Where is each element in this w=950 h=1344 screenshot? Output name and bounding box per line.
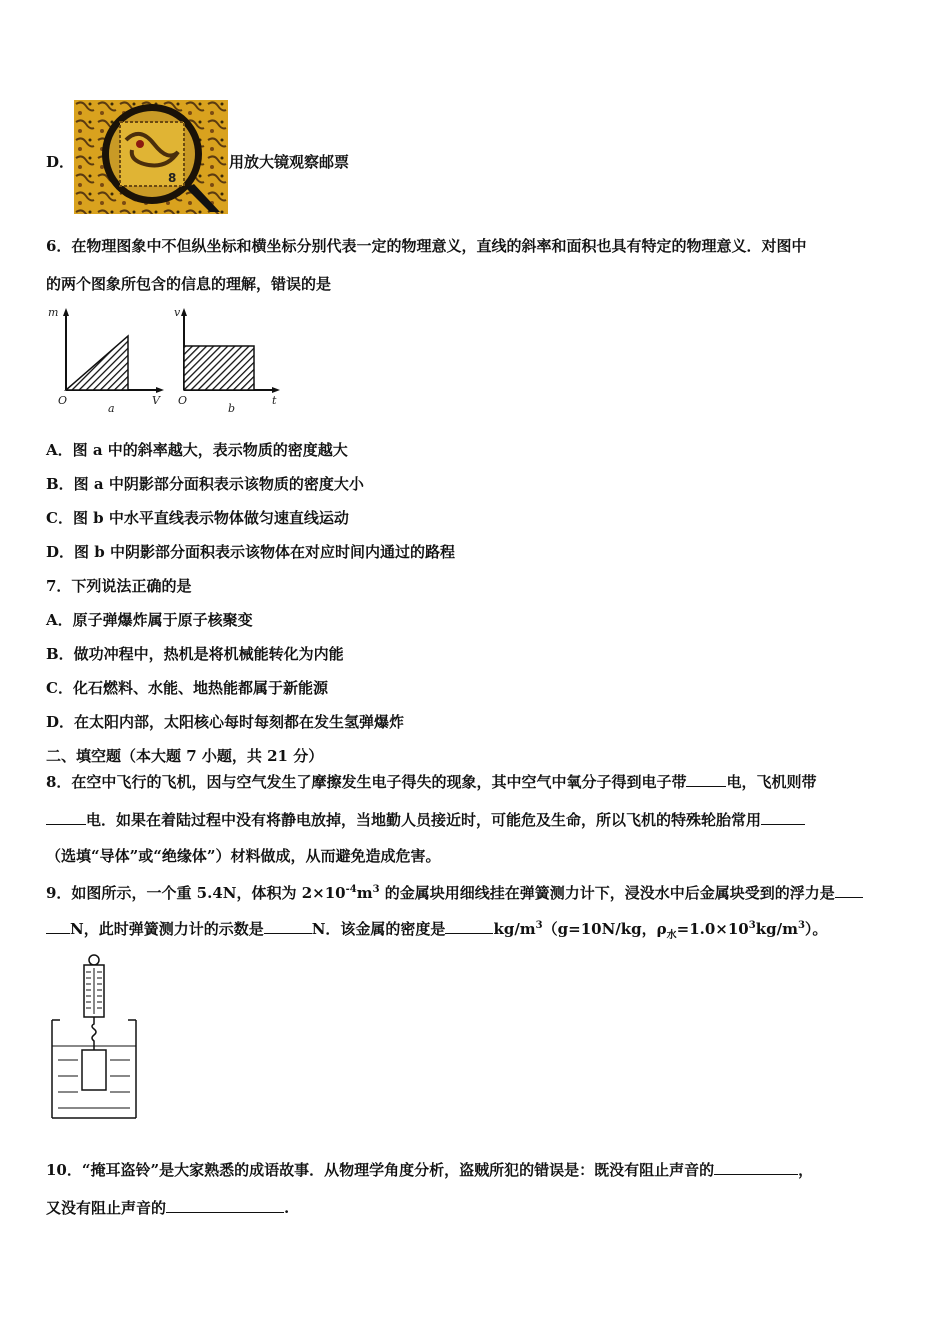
graph-a [44, 304, 170, 416]
q7-option-d: D．在太阳内部，太阳核心每时每刻都在发生氢弹爆炸 [46, 713, 405, 731]
graph-b-y-label: v [174, 306, 181, 319]
section-title: 二、填空题（本大题 7 小题，共 21 分） [46, 747, 324, 765]
q10-line2 [46, 1198, 289, 1218]
q8-blank-3[interactable] [761, 810, 805, 825]
q9-sub-water: 水 [666, 930, 677, 941]
q10-blank-1[interactable] [714, 1160, 798, 1175]
q6-stem-line2: 的两个图象所包含的信息的理解，错误的是 [46, 275, 332, 293]
q7-option-c: C．化石燃料、水能、地热能都属于新能源 [46, 679, 328, 697]
graph-a-origin: O [58, 394, 68, 407]
q9-text-1b: m [356, 884, 373, 902]
q6-option-c: C．图 b 中水平直线表示物体做匀速直线运动 [46, 509, 349, 527]
q9-blank-2[interactable] [264, 919, 312, 934]
q9-exp-2: 3 [372, 884, 380, 895]
graph-b-origin: O [178, 394, 188, 407]
q10-line1 [46, 1160, 813, 1180]
q9-text-2a: N，此时弹簧测力计的示数是 [70, 920, 264, 938]
q9-text-2b: N．该金属的密度是 [311, 920, 446, 938]
graph-a-x-label: V [152, 394, 160, 407]
q9-blank-3[interactable] [445, 919, 493, 934]
q6-option-d: D．图 b 中阴影部分面积表示该物体在对应时间内通过的路程 [46, 543, 455, 561]
q8-line1-text-b: 电，飞机则带 [726, 773, 817, 791]
q9-text-2e: =1.0×10 [676, 920, 749, 938]
q8-line3: （选填“导体”或“绝缘体”）材料做成，从而避免造成危害。 [46, 847, 441, 865]
q9-text-2f: kg/m [755, 920, 798, 938]
q6-option-a: A．图 a 中的斜率越大，表示物质的密度越大 [46, 441, 348, 459]
magnifier-stamp-image [74, 100, 228, 214]
q9-text-1c: 的金属块用细线挂在弹簧测力计下，浸没水中后金属块受到的浮力是 [379, 884, 835, 902]
q9-text-1a: 9．如图所示，一个重 5.4N，体积为 2×10 [46, 884, 346, 902]
option-d-caption: 用放大镜观察邮票 [229, 153, 350, 171]
q9-blank-1-cont[interactable] [46, 919, 70, 934]
q7-option-b: B．做功冲程中，热机是将机械能转化为内能 [46, 645, 344, 663]
q8-line2-text: 电．如果在着陆过程中没有将静电放掉，当地勤人员接近时，可能危及生命，所以飞机的特殊轮胎常用 [86, 811, 762, 829]
q6-stem-line1: 6．在物理图象中不但纵坐标和横坐标分别代表一定的物理意义，直线的斜率和面积也具有特定的物理意义．对图中 [46, 237, 807, 255]
q8-line2 [46, 810, 805, 830]
q8-line1 [46, 772, 816, 792]
q9-exp-4: 3 [748, 920, 756, 931]
graph-b [170, 304, 286, 416]
q7-stem: 7．下列说法正确的是 [46, 577, 192, 595]
graph-a-name: a [108, 402, 115, 415]
q8-blank-2[interactable] [46, 810, 86, 825]
q10-text-2b: . [284, 1199, 290, 1217]
q10-text-2a: 又没有阻止声音的 [46, 1199, 167, 1217]
q10-blank-2[interactable] [166, 1198, 284, 1213]
q9-text-2c: kg/m [493, 920, 536, 938]
q9-text-2d: （g=10N/kg，ρ [542, 920, 667, 938]
q10-text-1b: ， [798, 1161, 814, 1179]
q9-text-2g: ）。 [804, 920, 828, 938]
spring-scale-beaker-figure [48, 952, 140, 1122]
q9-exp-5: 3 [797, 920, 805, 931]
graph-b-name: b [228, 402, 236, 415]
q8-line1-text-a: 8．在空中飞行的飞机，因与空气发生了摩擦发生电子得失的现象，其中空气中氧分子得到电子带 [46, 773, 687, 791]
q9-line2 [46, 916, 827, 946]
q9-exp-3: 3 [535, 920, 543, 931]
option-d-letter: D． [46, 153, 75, 171]
stamp-value-text: 8 [168, 171, 177, 185]
graph-b-x-label: t [272, 394, 277, 407]
graph-a-y-label: m [48, 306, 59, 319]
q9-blank-1[interactable] [835, 883, 863, 898]
q8-blank-1[interactable] [686, 772, 726, 787]
q10-text-1a: 10．“掩耳盗铃”是大家熟悉的成语故事．从物理学角度分析，盗贼所犯的错误是：既没有阻止声音的 [46, 1161, 715, 1179]
q9-exp-1: -4 [345, 884, 357, 895]
q6-option-b: B．图 a 中阴影部分面积表示该物质的密度大小 [46, 475, 364, 493]
q7-option-a: A．原子弹爆炸属于原子核聚变 [46, 611, 253, 629]
q9-line1 [46, 880, 863, 903]
